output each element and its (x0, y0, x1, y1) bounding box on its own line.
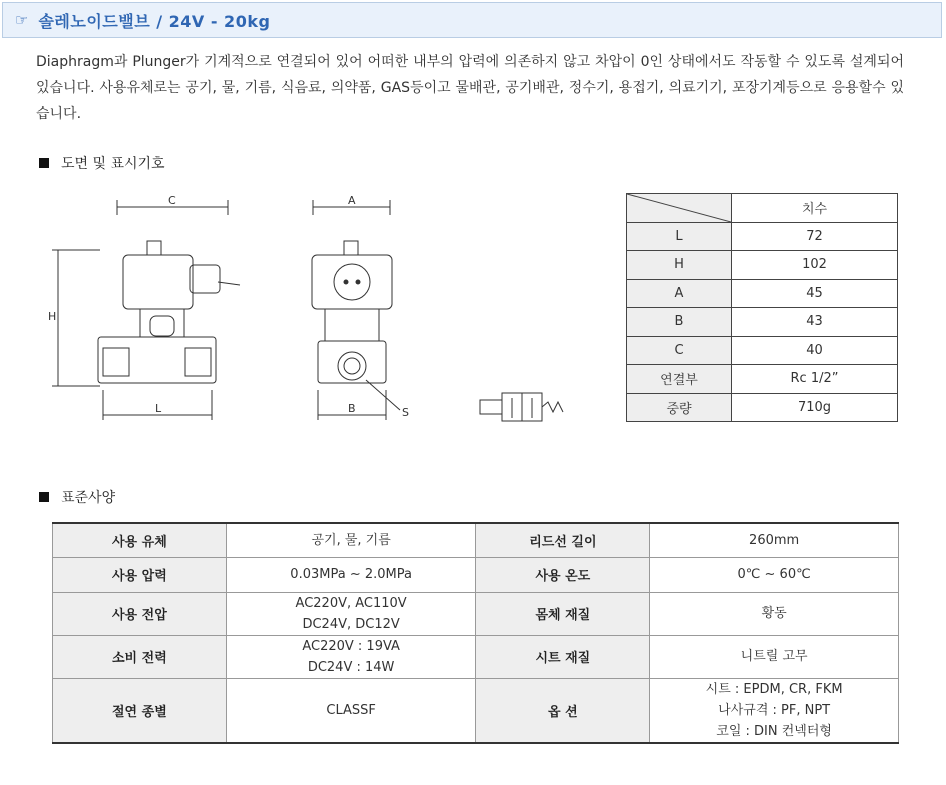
spec-key: 시트 재질 (476, 635, 650, 678)
dim-value: Rc 1/2” (732, 365, 898, 394)
spec-key: 사용 압력 (53, 557, 227, 592)
spec-key: 절연 종별 (53, 678, 227, 743)
pointing-hand-icon: ☞ (15, 11, 29, 29)
spec-value-line: CLASSF (326, 702, 376, 718)
spec-key: 사용 전압 (53, 592, 227, 635)
diagonal-header-cell (627, 194, 732, 223)
spec-value-line: 코일 : DIN 컨넥터형 (716, 723, 832, 739)
spec-value (650, 635, 899, 678)
spec-value (226, 523, 476, 557)
spec-value (226, 592, 476, 635)
spec-value (650, 592, 899, 635)
dim-label: 연결부 (627, 365, 732, 394)
table-row (627, 222, 898, 251)
dim-label: 중량 (627, 393, 732, 422)
table-row (627, 365, 898, 394)
spec-value (226, 678, 476, 743)
table-row (53, 557, 899, 592)
section-heading-spec (39, 487, 115, 507)
spec-key: 몸체 재질 (476, 592, 650, 635)
table-row (627, 336, 898, 365)
table-row (627, 393, 898, 422)
spec-value-line: 0℃ ~ 60℃ (737, 567, 811, 582)
spec-value-line: 황동 (761, 606, 787, 621)
dim-value: 710g (732, 393, 898, 422)
label-b: B (348, 402, 356, 415)
label-h: H (48, 310, 57, 323)
spec-key: 옵 션 (476, 678, 650, 743)
spec-value-line: 260mm (749, 532, 800, 548)
section-heading-drawing (39, 153, 165, 173)
spec-value (650, 678, 899, 743)
spec-value-line: 시트 : EPDM, CR, FKM (705, 681, 843, 697)
spec-key: 사용 유체 (53, 523, 227, 557)
table-row (627, 251, 898, 280)
spec-value (226, 557, 476, 592)
spec-value (650, 523, 899, 557)
label-c: C (168, 194, 176, 207)
dim-label: H (627, 251, 732, 280)
table-row (53, 678, 899, 743)
title-bar (2, 2, 942, 38)
dim-value: 40 (732, 336, 898, 365)
table-row (53, 523, 899, 557)
spec-value-line: 니트릴 고무 (740, 649, 808, 664)
dimension-header: 치수 (732, 194, 898, 223)
label-a: A (348, 194, 356, 207)
spec-value-line: AC220V, AC110V (295, 595, 407, 611)
section-heading-drawing-label: 도면 및 표시기호 (61, 156, 165, 172)
spec-table (52, 522, 899, 744)
label-s: S (402, 406, 409, 419)
table-row (627, 279, 898, 308)
spec-value-line: 0.03MPa ~ 2.0MPa (290, 567, 412, 582)
dimension-table (626, 193, 898, 422)
spec-value-line: DC24V : 14W (307, 659, 395, 675)
spec-value-line: 공기, 물, 기름 (311, 532, 391, 548)
diagonal-line (627, 194, 731, 222)
dim-label: A (627, 279, 732, 308)
dim-label: C (627, 336, 732, 365)
spec-key: 사용 온도 (476, 557, 650, 592)
table-row (53, 635, 899, 678)
dim-label: B (627, 308, 732, 337)
product-description: Diaphragm과 Plunger가 기계적으로 연결되어 있어 어떠한 내부의 압력에 의존하지 않고 차압이 0인 상태에서도 작동할 수 있도록 설계되어 있습니다. 사용유체로는 공기, 물, 기름, 식음료, 의약품, GAS등이고 물배관, 공기배관, 정수기, 용접기, 의료기기, 포장기계등으로 응용할수 있습니다. (36, 54, 904, 122)
spec-value (226, 635, 476, 678)
spec-value-line: 나사규격 : PF, NPT (718, 702, 831, 718)
spec-value-line: DC24V, DC12V (302, 616, 400, 632)
dim-value: 72 (732, 222, 898, 251)
table-row (627, 308, 898, 337)
dim-value: 45 (732, 279, 898, 308)
square-bullet-icon (39, 492, 49, 502)
valve-drawing (40, 190, 600, 440)
page-title: 솔레노이드밸브 / 24V - 20kg (38, 11, 271, 31)
square-bullet-icon (39, 158, 49, 168)
spec-value-line: AC220V : 19VA (302, 638, 400, 654)
label-l: L (155, 402, 162, 415)
section-heading-spec-label: 표준사양 (61, 490, 116, 506)
spec-value (650, 557, 899, 592)
spec-key: 리드선 길이 (476, 523, 650, 557)
spec-key: 소비 전력 (53, 635, 227, 678)
technical-drawing (40, 190, 600, 440)
dim-value: 102 (732, 251, 898, 280)
dim-value: 43 (732, 308, 898, 337)
dim-label: L (627, 222, 732, 251)
table-row (53, 592, 899, 635)
